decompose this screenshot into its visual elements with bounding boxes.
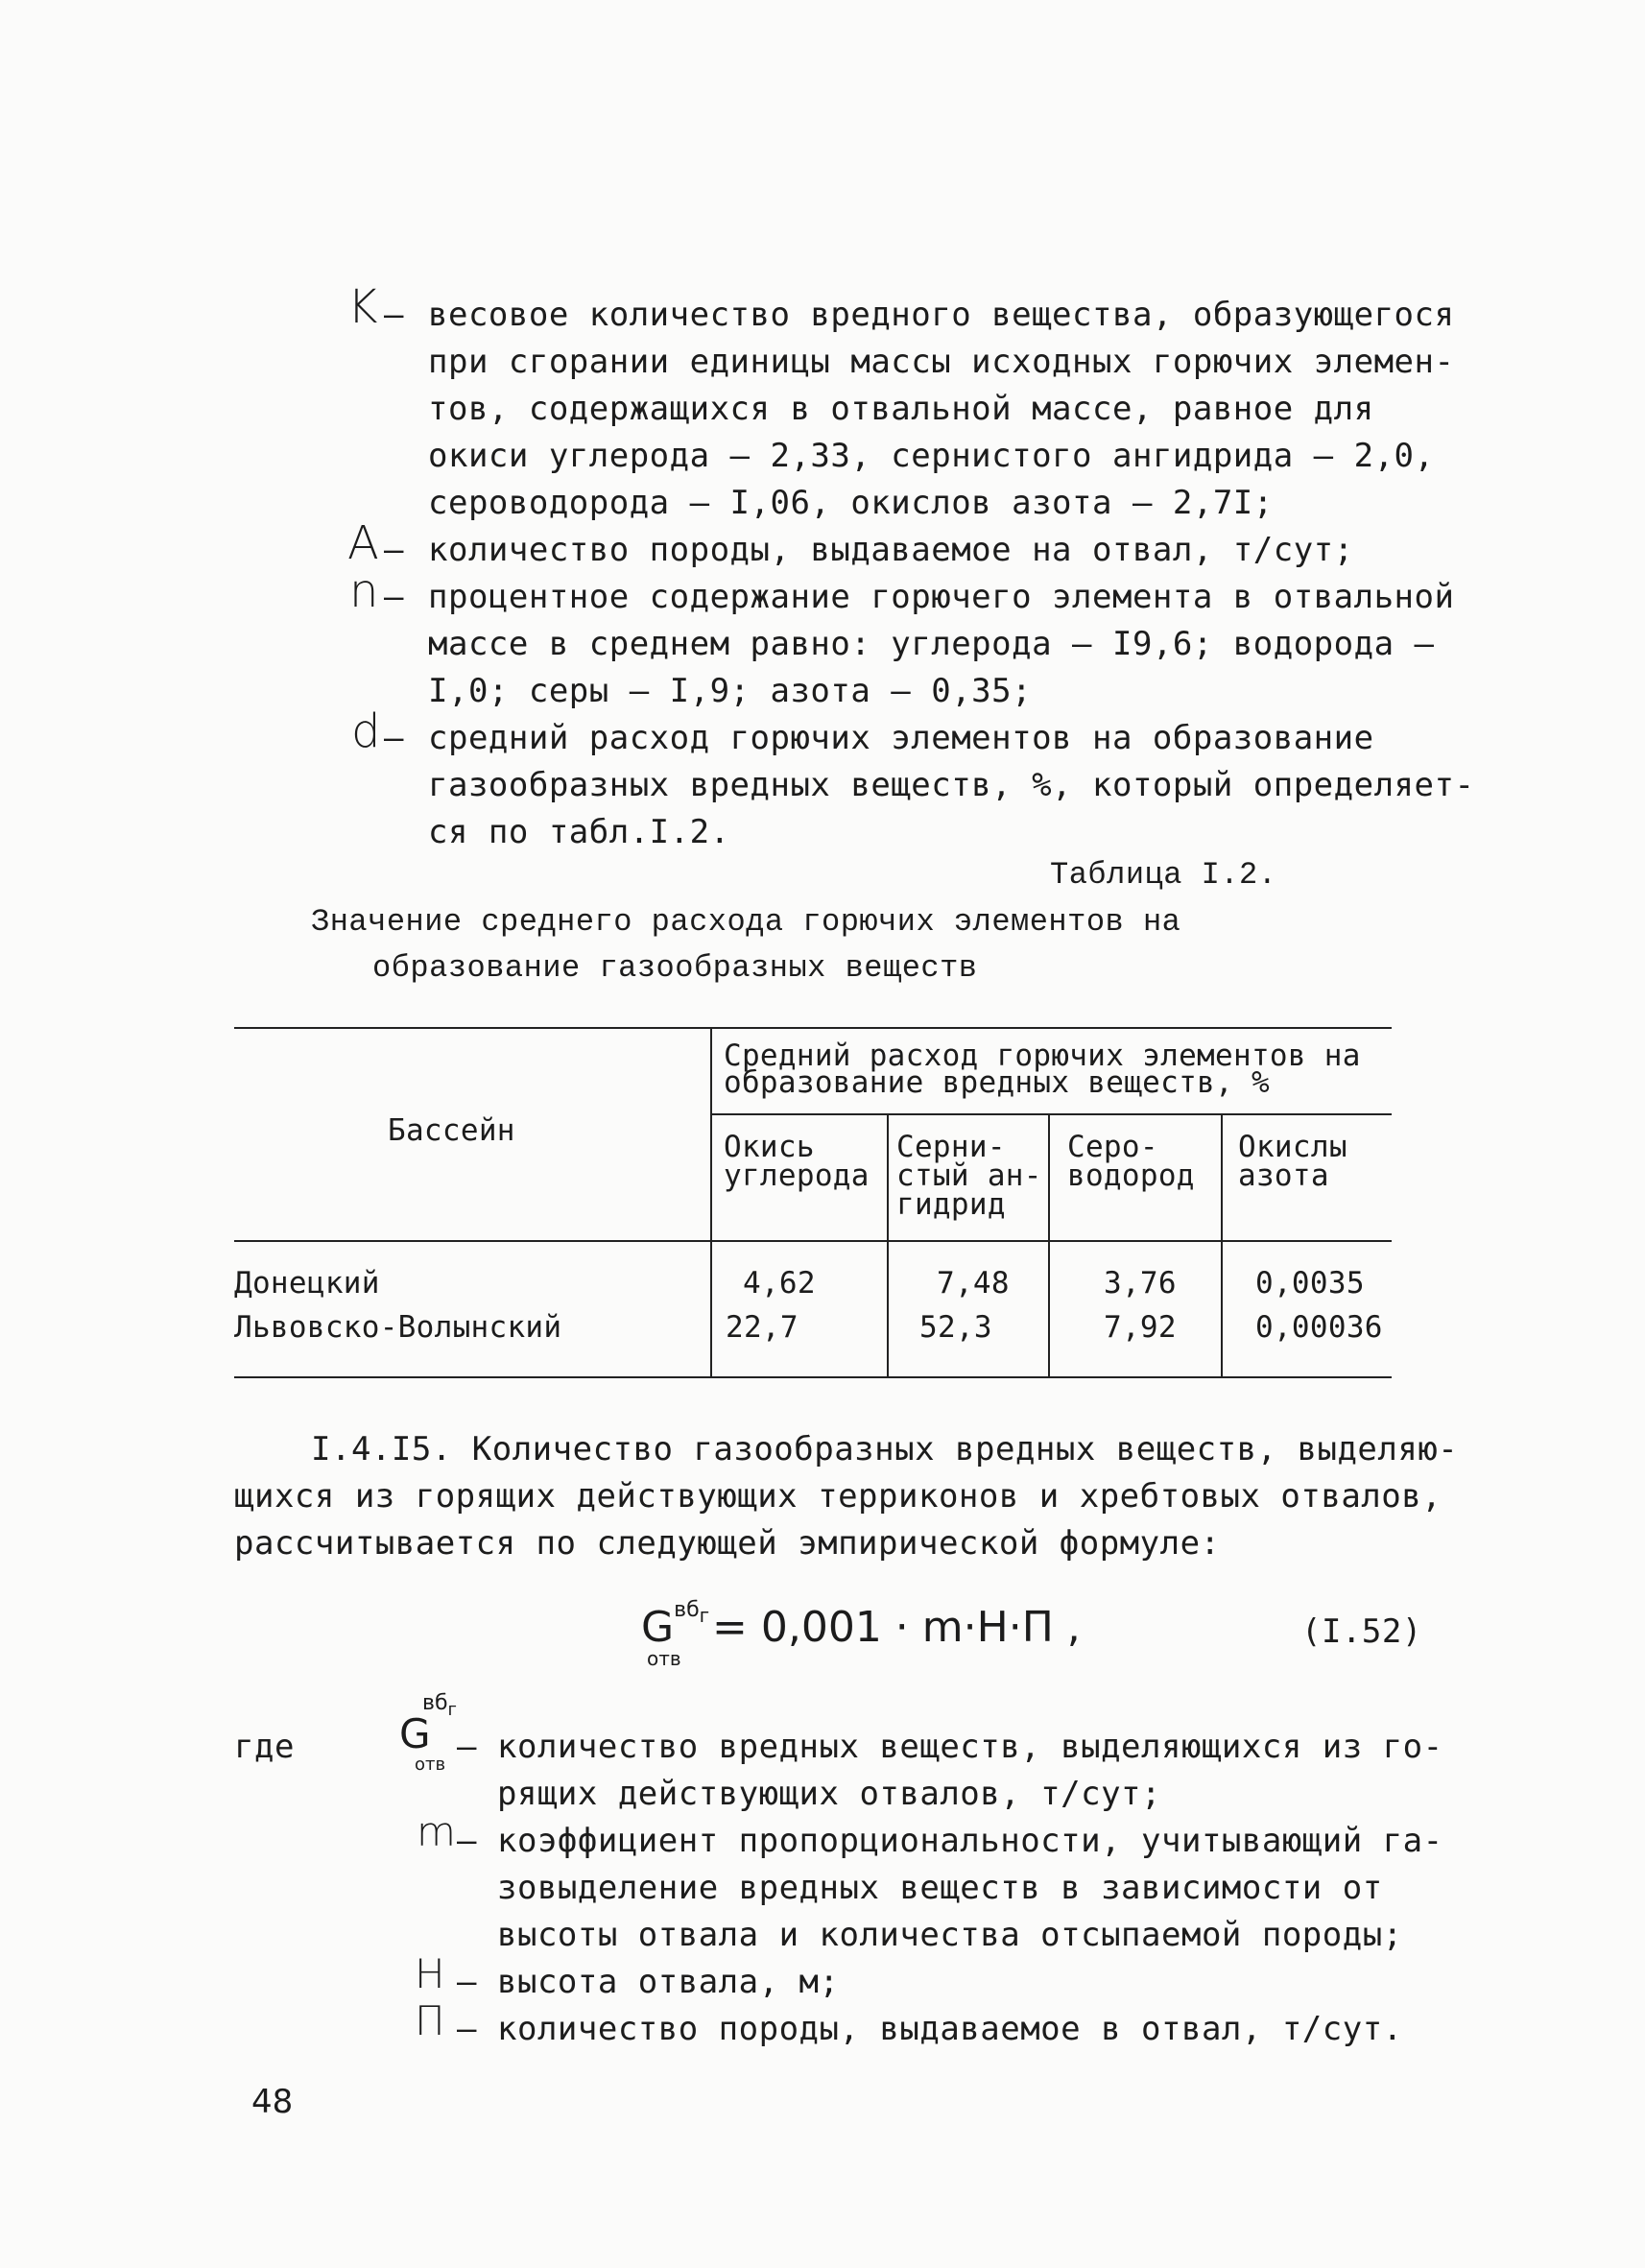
dash: – xyxy=(457,2010,477,2048)
subheader-nox-2: азота xyxy=(1238,1158,1329,1193)
def-d-line-2: газообразных вредных веществ, %, который определяет- xyxy=(428,766,1475,804)
formula-g: G xyxy=(641,1603,675,1652)
table-top-rule xyxy=(234,1027,1392,1029)
row-basin: Донецкий xyxy=(234,1266,380,1301)
dash: – xyxy=(457,1822,477,1860)
def-k-line-5: сероводорода – I,06, окислов азота – 2,7I; xyxy=(428,484,1274,522)
def-g-sup xyxy=(422,1691,458,1720)
table-header-rule xyxy=(234,1240,1392,1242)
table-bottom-rule xyxy=(234,1376,1392,1378)
table-caption-line-2: образование газообразных веществ xyxy=(372,950,978,986)
page-number: 48 xyxy=(251,2083,294,2121)
symbol-k: K xyxy=(347,280,378,334)
row-cell: 52,3 xyxy=(919,1310,992,1345)
formula-sub: отв xyxy=(647,1647,681,1670)
group-header-line-2: образование вредных веществ, % xyxy=(724,1065,1270,1100)
symbol-p: П xyxy=(415,1997,445,2044)
dash: – xyxy=(384,531,404,569)
subheader-so2-1: Серни- xyxy=(896,1130,1006,1164)
formula-rhs: = 0,001 · m·H·П , xyxy=(712,1603,1081,1652)
symbol-d: d xyxy=(351,704,381,758)
def-g-sup-text: вб xyxy=(422,1691,448,1715)
def-g-supsub: г xyxy=(447,1700,458,1720)
def-n-line-2: массе в среднем равно: углерода – I9,6; водорода – xyxy=(428,625,1435,663)
def-d-line-3: ся по табл.I.2. xyxy=(428,813,730,851)
paragraph-line-2: щихся из горящих действующих терриконов и хребтовых отвалов, xyxy=(234,1477,1442,1516)
def-n-line-3: I,0; серы – I,9; азота – 0,35; xyxy=(428,672,1033,710)
def-p-line-1: количество породы, выдаваемое в отвал, т/сут. xyxy=(497,2010,1403,2048)
def-k-line-1: весовое количество вредного вещества, образующегося xyxy=(428,296,1455,334)
table-divider xyxy=(1048,1113,1050,1376)
table-divider xyxy=(710,1027,712,1376)
dash: – xyxy=(384,578,404,616)
table-label: Таблица I.2. xyxy=(1050,857,1277,893)
dash: – xyxy=(384,719,404,757)
table-group-rule xyxy=(710,1113,1392,1115)
group-header-line-1: Средний расход горючих элементов на xyxy=(724,1039,1361,1073)
def-m-line-1: коэффициент пропорциональности, учитывающий га- xyxy=(497,1822,1443,1860)
def-h-line-1: высота отвала, м; xyxy=(497,1963,840,2001)
symbol-h: H xyxy=(415,1950,445,1997)
symbol-a: A xyxy=(347,516,379,570)
row-basin: Львовско-Волынский xyxy=(234,1310,562,1345)
table-divider xyxy=(1221,1113,1223,1376)
def-k-line-2: при сгорании единицы массы исходных горючих элемен- xyxy=(428,343,1455,381)
subheader-h2s-1: Серо- xyxy=(1067,1130,1158,1164)
subheader-so2-3: гидрид xyxy=(896,1187,1006,1222)
row-cell: 7,48 xyxy=(937,1266,1010,1301)
row-cell: 22,7 xyxy=(726,1310,799,1345)
paragraph-line-1: I.4.I5. Количество газообразных вредных веществ, выделяю- xyxy=(311,1430,1459,1468)
dash: – xyxy=(457,1963,477,2001)
def-d-line-1: средний расход горючих элементов на образование xyxy=(428,719,1374,757)
def-g-letter: G xyxy=(399,1710,431,1757)
def-m-line-3: высоты отвала и количества отсыпаемой породы; xyxy=(497,1916,1403,1954)
def-k-line-4: окиси углерода – 2,33, сернистого ангидрида – 2,0, xyxy=(428,437,1435,475)
subheader-h2s-2: водород xyxy=(1067,1158,1195,1193)
row-cell: 4,62 xyxy=(743,1266,816,1301)
formula-supsub: г xyxy=(699,1604,710,1627)
row-cell: 0,0035 xyxy=(1255,1266,1365,1301)
subheader-so2-2: стый ан- xyxy=(896,1158,1042,1193)
dash: – xyxy=(384,296,404,334)
def-a-line-1: количество породы, выдаваемое на отвал, т/сут; xyxy=(428,531,1354,569)
dash: – xyxy=(457,1728,477,1766)
def-k-line-3: тов, содержащихся в отвальной массе, равное для xyxy=(428,390,1374,428)
def-g-symbol xyxy=(399,1710,431,1757)
where-label: где xyxy=(234,1728,295,1766)
def-g-line-2: рящих действующих отвалов, т/сут; xyxy=(497,1775,1162,1813)
subheader-co-2: углерода xyxy=(724,1158,870,1193)
header-basin: Бассейн xyxy=(388,1113,515,1148)
paragraph-line-3: рассчитывается по следующей эмпирической формуле: xyxy=(234,1524,1221,1563)
def-g-line-1: количество вредных веществ, выделяющихся из го- xyxy=(497,1728,1443,1766)
table-caption-line-1: Значение среднего расхода горючих элементов на xyxy=(311,904,1181,940)
formula-number: (I.52) xyxy=(1301,1612,1422,1651)
subheader-nox-1: Окислы xyxy=(1238,1130,1347,1164)
row-cell: 7,92 xyxy=(1104,1310,1177,1345)
symbol-m: m xyxy=(417,1808,456,1855)
def-n-line-1: процентное содержание горючего элемента в отвальной xyxy=(428,578,1455,616)
formula xyxy=(641,1598,710,1652)
def-g-sub: отв xyxy=(415,1755,446,1775)
subheader-co-1: Окись xyxy=(724,1130,815,1164)
row-cell: 3,76 xyxy=(1104,1266,1177,1301)
formula-sup: вб xyxy=(674,1598,700,1622)
symbol-n: n xyxy=(349,564,379,618)
table-divider xyxy=(887,1113,889,1376)
row-cell: 0,00036 xyxy=(1255,1310,1383,1345)
def-m-line-2: зовыделение вредных веществ в зависимости от xyxy=(497,1869,1383,1907)
